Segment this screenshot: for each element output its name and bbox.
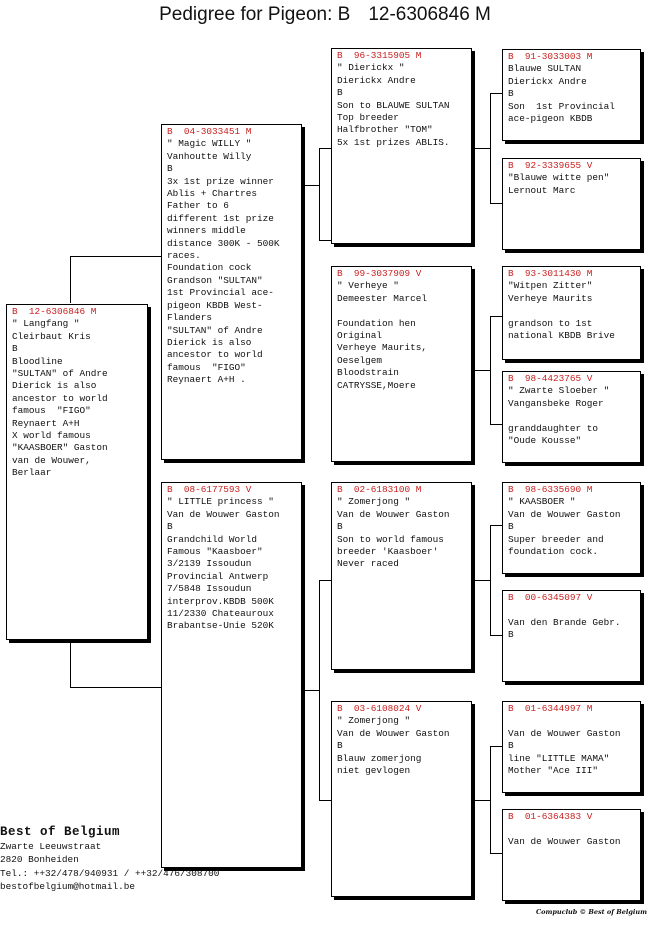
connector-line xyxy=(474,370,490,371)
pigeon-info-line: Dierickx Andre xyxy=(337,74,416,86)
pigeon-info-line: ancestor to world xyxy=(12,392,108,404)
page-title xyxy=(0,4,650,26)
connector-line xyxy=(304,185,319,186)
connector-line xyxy=(70,256,71,303)
pigeon-info-line: " Zwarte Sloeber " xyxy=(508,385,610,397)
pigeon-info-line: Original xyxy=(337,330,383,342)
pigeon-info-line: Father to 6 xyxy=(167,200,229,212)
pigeon-info-line: Van de Wouwer Gaston xyxy=(508,508,621,520)
pigeon-info-line: Super breeder and xyxy=(508,533,604,545)
pigeon-info-line: "SULTAN" of Andre xyxy=(167,324,263,336)
connector-line xyxy=(490,746,502,747)
ring-number: B 01-6344997 M xyxy=(508,703,593,714)
pigeon-info-line: Cleirbaut Kris xyxy=(12,330,91,342)
pigeon-info-line: Verheye Maurits xyxy=(508,292,593,304)
pigeon-info-line: "Witpen Zitter" xyxy=(508,280,593,292)
footer-credit: Compuclub © Best of Belgium xyxy=(535,908,647,916)
ring-number: B 99-3037909 V xyxy=(337,268,422,279)
pigeon-info-line: "Oude Kousse" xyxy=(508,435,582,447)
pigeon-info-line: Never raced xyxy=(337,558,399,570)
pigeon-card-sd-sire[interactable] xyxy=(502,266,641,360)
footer-phone: Tel.: ++32/478/940931 / ++32/476/308700 xyxy=(0,867,220,879)
footer-city: 2820 Bonheiden xyxy=(0,854,79,866)
pigeon-info-line: X world famous xyxy=(12,430,91,442)
ring-number: B 01-6364383 V xyxy=(508,811,593,822)
connector-line xyxy=(319,240,331,241)
pigeon-info-line: 7/5848 Issoudun xyxy=(167,583,252,595)
connector-line xyxy=(490,525,502,526)
pigeon-info-line: " Verheye " xyxy=(337,280,399,292)
pigeon-info-line: Bloodline xyxy=(12,355,63,367)
pigeon-info-line: interprov.KBDB 500K xyxy=(167,595,274,607)
pigeon-info-line: 3x 1st prize winner xyxy=(167,175,274,187)
pigeon-card-dam-sire[interactable] xyxy=(331,482,472,670)
pigeon-info-line: Son to BLAUWE SULTAN xyxy=(337,99,450,111)
pigeon-info-line: Son to world famous xyxy=(337,533,444,545)
connector-line xyxy=(70,687,162,688)
connector-line xyxy=(490,424,502,425)
connector-line xyxy=(490,93,491,203)
pigeon-info-line: niet gevlogen xyxy=(337,765,411,777)
pigeon-card-ds-sire[interactable] xyxy=(502,482,641,574)
pigeon-info-line: B xyxy=(337,521,343,533)
pigeon-info-line: 11/2330 Chateauroux xyxy=(167,608,274,620)
title-prefix: Pedigree for Pigeon: xyxy=(159,4,333,25)
pigeon-card-sire-sire[interactable] xyxy=(331,48,472,244)
pigeon-info-line: ancestor to world xyxy=(167,349,263,361)
pigeon-info-line: 5x 1st prizes ABLIS. xyxy=(337,136,450,148)
pigeon-info-line: B xyxy=(508,521,514,533)
pigeon-info-line: B xyxy=(508,88,514,100)
pigeon-info-line: distance 300K - 500K xyxy=(167,237,280,249)
pigeon-info-line: B xyxy=(167,163,173,175)
connector-line xyxy=(474,800,490,801)
ring-number: B 96-3315905 M xyxy=(337,50,422,61)
pigeon-info-line xyxy=(508,604,637,616)
connector-line xyxy=(490,746,491,853)
pigeon-info-line: granddaughter to xyxy=(508,422,599,434)
pigeon-info-line: line "LITTLE MAMA" xyxy=(508,752,610,764)
connector-line xyxy=(490,93,502,94)
pigeon-card-dam-dam[interactable] xyxy=(331,701,472,897)
connector-line xyxy=(490,635,502,636)
ring-number: B 00-6345097 V xyxy=(508,592,593,603)
pigeon-info-line: B xyxy=(508,629,514,641)
pigeon-info-line: Top breeder xyxy=(337,112,399,124)
pigeon-info-line: Dierick is also xyxy=(167,336,252,348)
pigeon-info-line: breeder 'Kaasboer' xyxy=(337,546,439,558)
connector-line xyxy=(70,256,162,257)
pigeon-info-line: Van de Wouwer Gaston xyxy=(508,727,621,739)
pigeon-info-line: Van de Wouwer Gaston xyxy=(337,508,450,520)
pigeon-info-line: Grandchild World xyxy=(167,533,258,545)
pigeon-info-line: Reynaert A+H . xyxy=(167,374,246,386)
pigeon-info-line xyxy=(508,715,637,727)
pigeon-info-line: winners middle xyxy=(167,225,246,237)
ring-number: B 93-3011430 M xyxy=(508,268,593,279)
pigeon-card-dam[interactable] xyxy=(161,482,302,868)
pigeon-info-line: Provincial Antwerp xyxy=(167,570,269,582)
ring-number: B 02-6183100 M xyxy=(337,484,422,495)
pigeon-info-line: Halfbrother "TOM" xyxy=(337,124,433,136)
pigeon-info-line xyxy=(508,305,637,317)
connector-line xyxy=(490,203,502,204)
pigeon-card-sd-dam[interactable] xyxy=(502,371,641,463)
title-ring: 12-6306846 M xyxy=(368,4,491,25)
pigeon-info-line: B xyxy=(337,740,343,752)
footer-street: Zwarte Leeuwstraat xyxy=(0,841,102,852)
connector-line xyxy=(319,800,331,801)
pigeon-card-dd-sire[interactable] xyxy=(502,701,641,793)
pigeon-info-line: Bloodstrain xyxy=(337,367,399,379)
pigeon-info-line: famous "FIGO" xyxy=(167,361,246,373)
pigeon-info-line: " Dierickx " xyxy=(337,62,405,74)
pigeon-info-line: Ablis + Chartres xyxy=(167,188,258,200)
pigeon-info-line: " LITTLE princess " xyxy=(167,496,274,508)
pigeon-info-line xyxy=(508,410,637,422)
pigeon-info-line: Flanders xyxy=(167,312,213,324)
ring-number: B 98-4423765 V xyxy=(508,373,593,384)
pigeon-info-line: Oeselgem xyxy=(337,354,383,366)
ring-number: B 92-3339655 V xyxy=(508,160,593,171)
connector-line xyxy=(319,580,320,800)
pigeon-card-dd-dam[interactable] xyxy=(502,809,641,901)
pigeon-info-line: ace-pigeon KBDB xyxy=(508,113,593,125)
pigeon-info-line: "KAASBOER" Gaston xyxy=(12,442,108,454)
connector-line xyxy=(490,853,502,854)
pigeon-card-subject[interactable] xyxy=(6,304,148,640)
pigeon-info-line: " Zomerjong " xyxy=(337,496,411,508)
pigeon-info-line: Dierickx Andre xyxy=(508,75,587,87)
footer-email[interactable]: bestofbelgium@hotmail.be xyxy=(0,881,136,893)
pigeon-info-line: Blauw zomerjong xyxy=(337,752,422,764)
ring-number: B 04-3033451 M xyxy=(167,126,252,137)
pigeon-info-line: Reynaert A+H xyxy=(12,417,80,429)
pigeon-info-line: Berlaar xyxy=(12,467,52,479)
pigeon-info-line: Dierick is also xyxy=(12,380,97,392)
ring-number: B 03-6108024 V xyxy=(337,703,422,714)
pigeon-info-line: grandson to 1st xyxy=(508,317,593,329)
pigeon-info-line: Grandson "SULTAN" xyxy=(167,274,263,286)
pigeon-info-line: 3/2139 Issoudun xyxy=(167,558,252,570)
pigeon-info-line: races. xyxy=(167,250,201,262)
pigeon-info-line: B xyxy=(337,87,343,99)
pigeon-info-line: different 1st prize xyxy=(167,212,274,224)
connector-line xyxy=(70,640,71,687)
pigeon-info-line: "SULTAN" of Andre xyxy=(12,368,108,380)
pigeon-card-ds-dam[interactable] xyxy=(502,590,641,682)
pigeon-info-line: van de Wouwer, xyxy=(12,454,91,466)
pigeon-info-line xyxy=(508,823,637,835)
connector-line xyxy=(319,148,331,149)
pigeon-info-line: " Zomerjong " xyxy=(337,715,411,727)
pigeon-info-line: CATRYSSE,Moere xyxy=(337,379,416,391)
pigeon-info-line: Famous "Kaasboer" xyxy=(167,546,263,558)
ring-number: B 98-6335690 M xyxy=(508,484,593,495)
pigeon-info-line: foundation cock. xyxy=(508,546,599,558)
title-sex: B xyxy=(337,4,351,25)
ring-number: B 91-3033003 M xyxy=(508,51,593,62)
pigeon-card-sire-dam[interactable] xyxy=(331,266,472,462)
pigeon-info-line: Foundation hen xyxy=(337,317,416,329)
pigeon-info-line: national KBDB Brive xyxy=(508,330,615,342)
pigeon-info-line: B xyxy=(12,343,18,355)
pigeon-card-ss-sire[interactable] xyxy=(502,49,641,141)
connector-line xyxy=(304,690,319,691)
pigeon-info-line: B xyxy=(508,740,514,752)
pigeon-info-line: Vangansbeke Roger xyxy=(508,397,604,409)
pigeon-info-line: Son 1st Provincial xyxy=(508,100,615,112)
footer-contact xyxy=(0,824,219,894)
footer-org: Best of Belgium xyxy=(0,825,121,839)
pigeon-info-line: Mother "Ace III" xyxy=(508,765,599,777)
connector-line xyxy=(319,580,331,581)
connector-line xyxy=(474,148,490,149)
pigeon-info-line: Lernout Marc xyxy=(508,184,576,196)
pigeon-info-line: pigeon KBDB West- xyxy=(167,299,263,311)
connector-line xyxy=(490,525,491,635)
pigeon-info-line: Vanhoutte Willy xyxy=(167,150,252,162)
pigeon-info-line: " Langfang " xyxy=(12,318,80,330)
pigeon-info-line: Van de Wouwer Gaston xyxy=(167,508,280,520)
pigeon-card-sire[interactable] xyxy=(161,124,302,460)
pigeon-info-line: Van den Brande Gebr. xyxy=(508,616,621,628)
pigeon-info-line: Demeester Marcel xyxy=(337,292,428,304)
connector-line xyxy=(490,316,491,424)
ring-number: B 12-6306846 M xyxy=(12,306,97,317)
ring-number: B 08-6177593 V xyxy=(167,484,252,495)
pigeon-info-line: Van de Wouwer Gaston xyxy=(508,835,621,847)
connector-line xyxy=(490,316,502,317)
pigeon-info-line: " KAASBOER " xyxy=(508,496,576,508)
pigeon-info-line: Verheye Maurits, xyxy=(337,342,428,354)
pigeon-info-line xyxy=(337,305,468,317)
pigeon-info-line: Van de Wouwer Gaston xyxy=(337,727,450,739)
pigeon-info-line: famous "FIGO" xyxy=(12,405,91,417)
pigeon-card-ss-dam[interactable] xyxy=(502,158,641,250)
pigeon-info-line: 1st Provincial ace- xyxy=(167,287,274,299)
pigeon-info-line: " Magic WILLY " xyxy=(167,138,252,150)
connector-line xyxy=(319,148,320,240)
pigeon-info-line: Foundation cock xyxy=(167,262,252,274)
pigeon-info-line: Blauwe SULTAN xyxy=(508,63,582,75)
connector-line xyxy=(474,580,490,581)
pigeon-info-line: "Blauwe witte pen" xyxy=(508,172,610,184)
pigeon-info-line: Brabantse-Unie 520K xyxy=(167,620,274,632)
pigeon-info-line: B xyxy=(167,521,173,533)
